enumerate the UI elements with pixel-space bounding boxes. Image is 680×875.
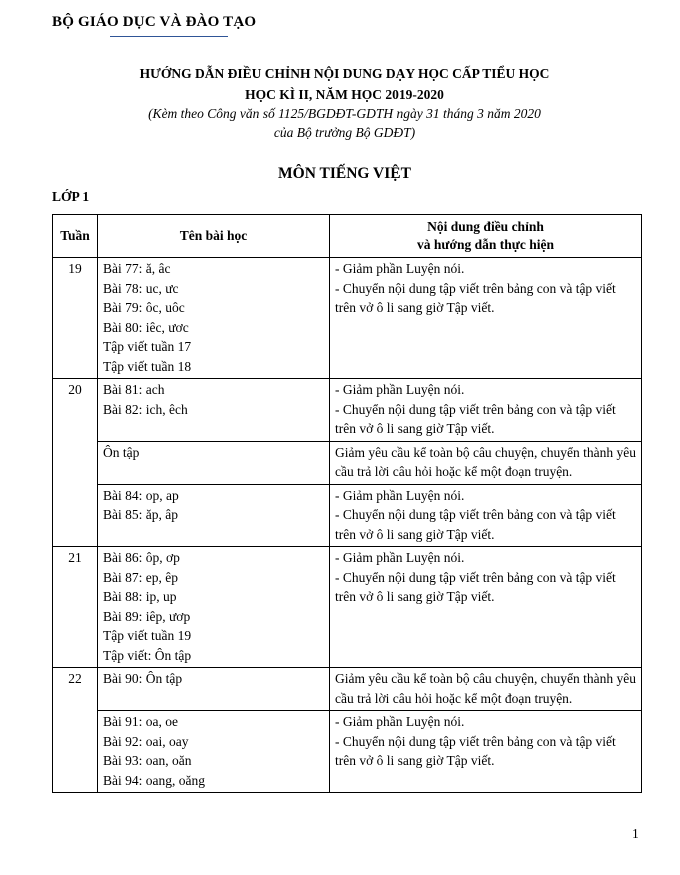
content-cell <box>330 484 642 547</box>
lesson-name: Tập viết tuần 17 <box>103 339 192 354</box>
lesson-name: Bài 92: oai, oay <box>103 733 189 749</box>
lesson-name: Tập viết tuần 19 <box>103 628 192 643</box>
week-cell: 21 <box>53 547 98 668</box>
lesson-name: Bài 87: ep, êp <box>103 569 178 585</box>
adjustment-text: - Giảm phần Luyện nói. <box>335 550 465 565</box>
lesson-cell <box>98 484 330 547</box>
lesson-cell <box>98 711 330 793</box>
table-header-row <box>53 215 642 258</box>
document-subtitle: HỌC KÌ II, NĂM HỌC 2019-2020 <box>245 87 444 102</box>
ministry-name: BỘ GIÁO DỤC VÀ ĐÀO TẠO <box>52 14 257 30</box>
header-content <box>330 215 642 258</box>
header-lesson: Tên bài học <box>98 215 330 258</box>
table-row <box>53 668 642 711</box>
content-cell <box>330 379 642 442</box>
document-note-line1: (Kèm theo Công văn số 1125/BGDĐT-GDTH ngày 31 tháng 3 năm 2020 <box>148 106 541 121</box>
adjustment-text: - Giảm phần Luyện nói. <box>335 714 465 729</box>
table-row <box>53 258 642 379</box>
lesson-name: Bài 82: ich, êch <box>103 401 188 417</box>
adjustment-text: - Giảm phần Luyện nói. <box>335 382 465 397</box>
ministry-underline <box>110 36 228 37</box>
content-cell <box>330 668 642 711</box>
lesson-name: Bài 81: ach <box>103 382 165 397</box>
adjustment-text: - Chuyển nội dung tập viết trên bảng con và tập viết trên vở ô li sang giờ Tập viết. <box>335 569 616 604</box>
document-note-line2: của Bộ trưởng Bộ GDĐT) <box>273 125 416 140</box>
lesson-name: Bài 85: ăp, âp <box>103 507 178 522</box>
lesson-name: Bài 78: uc, ưc <box>103 280 179 296</box>
subject-heading: MÔN TIẾNG VIỆT <box>278 165 411 182</box>
header-content-line2: và hướng dẫn thực hiện <box>417 237 554 252</box>
lesson-name: Bài 90: Ôn tập <box>103 671 183 686</box>
content-cell <box>330 711 642 793</box>
header-week: Tuần <box>53 215 98 258</box>
lesson-cell <box>98 547 330 668</box>
lesson-name: Tập viết tuần 18 <box>103 358 192 374</box>
table-row <box>53 484 642 547</box>
lesson-name: Bài 79: ôc, uôc <box>103 300 185 315</box>
adjustment-text: - Chuyển nội dung tập viết trên bảng con và tập viết trên vở ô li sang giờ Tập viết. <box>335 401 616 436</box>
page-number: 1 <box>632 826 639 841</box>
adjustment-text: Giảm yêu cầu kể toàn bộ câu chuyện, chuyển thành yêu cầu trả lời câu hỏi hoặc kể một đoạn truyện. <box>335 444 637 479</box>
document-title: HƯỚNG DẪN ĐIỀU CHỈNH NỘI DUNG DẠY HỌC CẤP TIỂU HỌC <box>139 66 550 81</box>
lesson-name: Bài 93: oan, oăn <box>103 753 192 768</box>
adjustment-text: - Chuyển nội dung tập viết trên bảng con và tập viết trên vở ô li sang giờ Tập viết. <box>335 507 616 542</box>
adjustment-text: Giảm yêu cầu kể toàn bộ câu chuyện, chuyển thành yêu cầu trả lời câu hỏi hoặc kể một đoạn truyện. <box>335 671 637 706</box>
table-row <box>53 379 642 442</box>
adjustment-table <box>52 214 642 793</box>
adjustment-text: - Chuyển nội dung tập viết trên bảng con và tập viết trên vở ô li sang giờ Tập viết. <box>335 280 616 315</box>
lesson-name: Bài 80: iêc, ươc <box>103 319 189 335</box>
content-cell <box>330 547 642 668</box>
lesson-name: Bài 88: ip, up <box>103 589 177 604</box>
adjustment-text: - Giảm phần Luyện nói. <box>335 261 465 276</box>
content-cell <box>330 441 642 484</box>
lesson-name: Ôn tập <box>103 444 140 460</box>
table-body <box>53 258 642 793</box>
table-row <box>53 711 642 793</box>
lesson-cell <box>98 379 330 442</box>
lesson-name: Bài 94: oang, oăng <box>103 772 205 788</box>
lesson-name: Bài 86: ôp, ơp <box>103 550 180 565</box>
lesson-name: Bài 91: oa, oe <box>103 714 178 729</box>
table-row <box>53 547 642 668</box>
week-cell: 20 <box>53 379 98 547</box>
lesson-cell <box>98 441 330 484</box>
adjustment-text: - Giảm phần Luyện nói. <box>335 487 465 503</box>
lesson-name: Bài 89: iêp, ươp <box>103 608 191 624</box>
lesson-name: Bài 77: ă, âc <box>103 261 171 276</box>
table-row <box>53 441 642 484</box>
lesson-name: Tập viết: Ôn tập <box>103 647 192 663</box>
adjustment-text: - Chuyển nội dung tập viết trên bảng con và tập viết trên vở ô li sang giờ Tập viết. <box>335 733 616 768</box>
grade-heading: LỚP 1 <box>52 189 90 204</box>
week-cell: 22 <box>53 668 98 793</box>
lesson-cell <box>98 258 330 379</box>
lesson-cell <box>98 668 330 711</box>
header-content-line1: Nội dung điều chỉnh <box>427 219 544 234</box>
week-cell: 19 <box>53 258 98 379</box>
content-cell <box>330 258 642 379</box>
lesson-name: Bài 84: op, ap <box>103 487 179 503</box>
